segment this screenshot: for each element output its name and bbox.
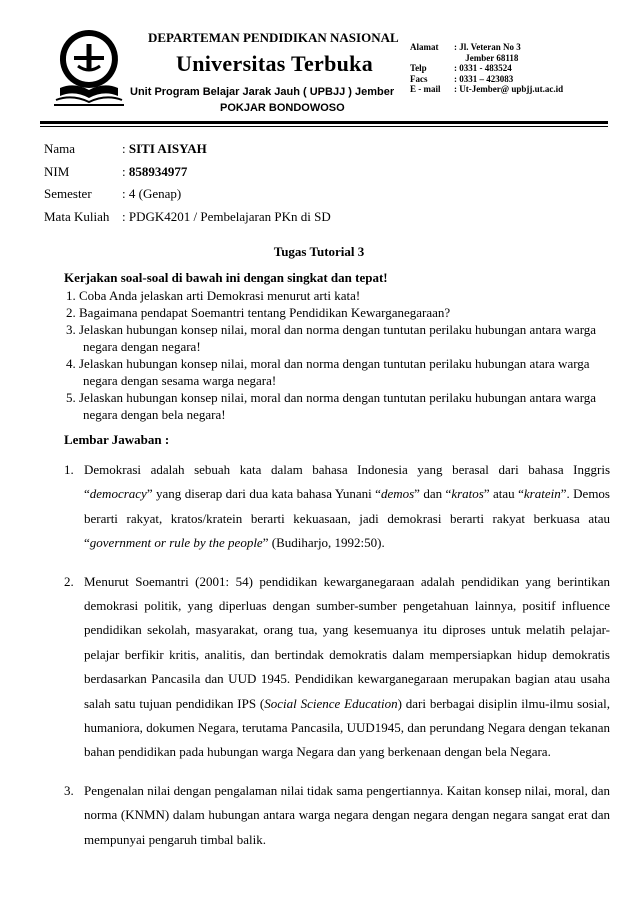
question-item: 1. Coba Anda jelaskan arti Demokrasi menurut arti kata! xyxy=(66,288,361,303)
header-rule-thin xyxy=(40,126,608,127)
contact-key: Facs xyxy=(410,73,428,84)
contact-key: Alamat xyxy=(410,42,439,52)
contact-key: Telp xyxy=(410,63,427,73)
answers-heading: Lembar Jawaban : xyxy=(64,432,170,447)
contact-value: : 0331 - 483524 xyxy=(454,63,512,73)
answer-list xyxy=(64,458,610,852)
question-item: 5. Jelaskan hubungan konsep nilai, moral dan norma dengan tuntutan perilaku hubungan antara warga negara dengan bela negara! xyxy=(66,390,597,422)
nim-value: 858934977 xyxy=(128,163,188,179)
answer-item xyxy=(64,779,610,852)
answer-number: 3. xyxy=(64,782,74,798)
department-name: DEPARTEMAN PENDIDIKAN NASIONAL xyxy=(148,30,399,45)
nama-value: SITI AISYAH xyxy=(128,141,207,157)
instruction: Kerjakan soal-soal di bawah ini dengan singkat dan tepat! xyxy=(64,270,388,285)
mata-kuliah-label: Mata Kuliah xyxy=(44,208,110,224)
answer-number: 2. xyxy=(64,573,74,589)
answer-item xyxy=(64,458,610,556)
student-info: Nama : SITI AISYAH NIM : 858934977 Semester : 4 (Genap) Mata Kuliah : PDGK4201 / Pembelajaran PKn di SD xyxy=(44,138,331,228)
contact-key: E - mail xyxy=(410,84,441,94)
contact-key xyxy=(410,53,454,64)
unit-name: Unit Program Belajar Jarak Jauh ( UPBJJ ) Jember xyxy=(130,86,395,98)
pokjar-name: POKJAR BONDOWOSO xyxy=(220,102,345,114)
answer-text: Demokrasi adalah sebuah kata dalam bahasa Indonesia yang berasal dari bahasa Inggris “democracy” yang diserap dari dua kata bahasa Yunani “demos” dan “kratos” atau “kratein”. Demos berarti rakyat, kratos/kratein berarti kekuasaan, jadi demokrasi berarti rakyat berkuasa atau “government or rule by the people” (Budiharjo, 1992:50). xyxy=(84,462,610,551)
question-item: 3. Jelaskan hubungan konsep nilai, moral dan norma dengan tuntutan perilaku hubungan antara warga negara dengan negara! xyxy=(66,322,597,354)
header-rule-thick xyxy=(40,121,608,124)
mata-kuliah-value: PDGK4201 / Pembelajaran PKn di SD xyxy=(128,208,331,224)
contact-value: Jember 68118 xyxy=(454,52,519,63)
answer-text: Menurut Soemantri (2001: 54) pendidikan kewarganegaraan adalah pendidikan yang berintikan demokrasi politik, yang diperluas dengan sumber-sumber pengetahuan lainnya, positif influence pendidikan sekolah, masyarakat, orang tua, yang kesemuanya itu diproses untuk melatih pelajar-pelajar berfikir kritis, analitis, dan bertindak demokratis dalam mempersiapkan hidup demokratis berdasarkan Pancasila dan UUD 1945. Pendidikan kewarganegaraan merupakan bagian atau usaha salah satu tujuan pendidikan IPS (Social Science Education) dari berbagai disiplin ilmu-ilmu sosial, humaniora, dokumen Negara, terutama Pancasila, UUD1945, dan perundang Negara dengan tekanan bahan pendidikan pada hubungan warga Negara dan yang berkenaan dengan bela Negara. xyxy=(84,573,610,760)
university-name: Universitas Terbuka xyxy=(176,51,374,76)
contact-value: : Jl. Veteran No 3 xyxy=(454,42,521,52)
semester-value: 4 (Genap) xyxy=(128,186,182,202)
document-title: Tugas Tutorial 3 xyxy=(273,244,365,259)
answer-item xyxy=(64,570,610,765)
question-item: 4. Jelaskan hubungan konsep nilai, moral dan norma dengan tuntutan perilaku hubungan atara warga negara dengan sesama warga negara! xyxy=(66,356,590,388)
question-list xyxy=(66,287,606,423)
semester-label: Semester xyxy=(44,186,92,202)
contact-block xyxy=(410,42,563,95)
university-logo xyxy=(52,30,126,110)
contact-value: : Ut-Jember@ upbjj.ut.ac.id xyxy=(454,84,564,94)
nim-label: NIM xyxy=(44,163,70,179)
question-item: 2. Bagaimana pendapat Soemantri tentang Pendidikan Kewarganegaraan? xyxy=(66,305,451,320)
contact-value: : 0331 – 423083 xyxy=(454,73,514,84)
answer-number: 1. xyxy=(64,462,74,477)
nama-label: Nama xyxy=(44,141,76,157)
answer-text: Pengenalan nilai dengan pengalaman nilai tidak sama pengertiannya. Kaitan konsep nilai, moral, dan norma (KNMN) dalam hubungan antara warga negara dengan negara dengan negara sangat erat dan mempunyai pengaruh timbal balik. xyxy=(84,782,610,847)
